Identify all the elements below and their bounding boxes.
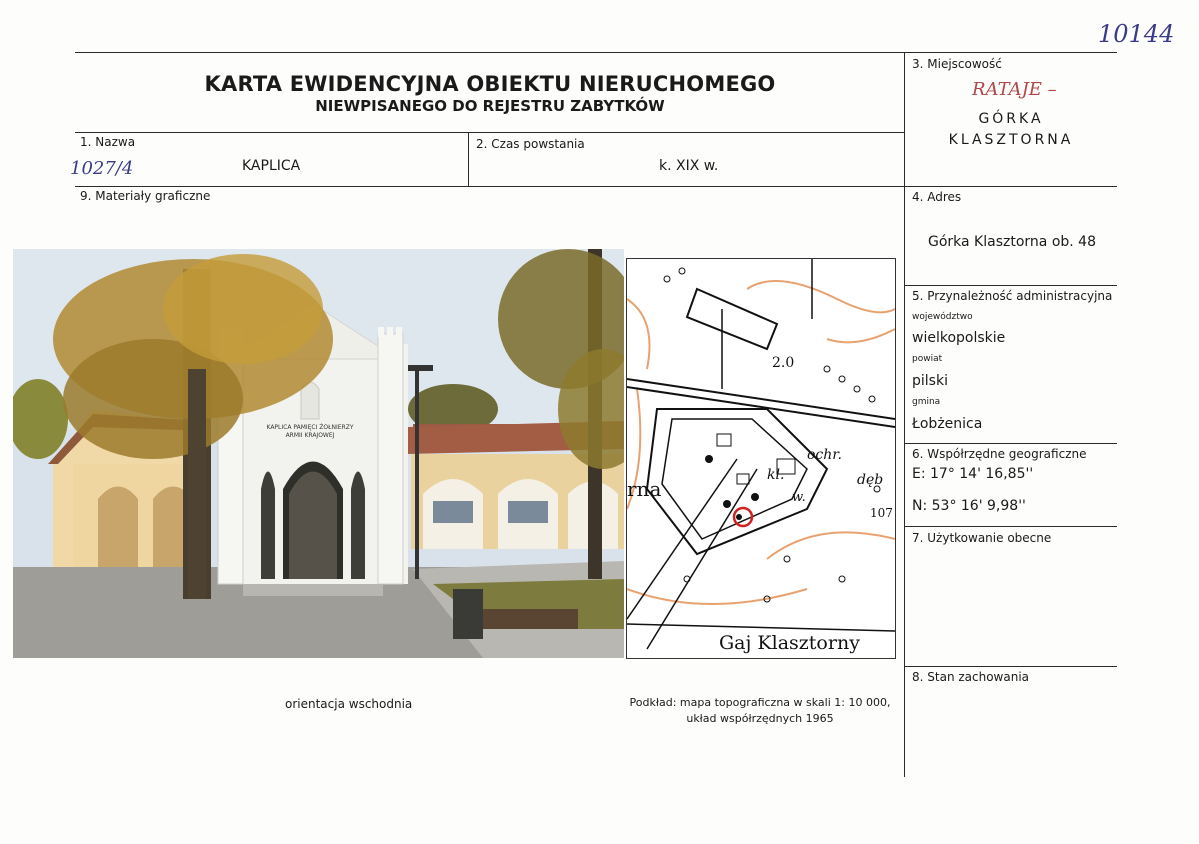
wspolrzedne-e: E: 17° 14' 16,85''	[912, 466, 1034, 482]
chapel-photo	[13, 249, 624, 658]
miejscowosc-handwritten: RATAJE –	[972, 79, 1057, 100]
topographic-map	[626, 258, 896, 659]
map-caption-2: układ współrzędnych 1965	[686, 712, 834, 725]
gmina-value: Łobżenica	[912, 416, 983, 432]
przynaleznosc-label: 5. Przynależność administracyjna	[912, 289, 1113, 303]
photo-caption: orientacja wschodnia	[285, 697, 413, 711]
miejscowosc-value-1: GÓRKA	[978, 111, 1044, 127]
miejscowosc-value-2: KLASZTORNA	[948, 132, 1074, 148]
materialy-label: 9. Materiały graficzne	[80, 189, 211, 203]
nazwa-value: KAPLICA	[242, 158, 301, 174]
rule-below-title	[75, 132, 905, 133]
rule-adres-bottom	[905, 285, 1117, 286]
map-label-w: w.	[792, 490, 806, 505]
rule-uzytkowanie-bottom	[905, 666, 1117, 667]
wojewodztwo-label: województwo	[912, 312, 973, 322]
stan-label: 8. Stan zachowania	[912, 670, 1030, 684]
map-label-rna: rna	[627, 477, 662, 501]
gmina-label: gmina	[912, 397, 941, 407]
wojewodztwo-value: wielkopolskie	[912, 330, 1006, 346]
wspolrzedne-label: 6. Współrzędne geograficzne	[912, 447, 1087, 461]
plaque-text-2: ARMII KRAJOWEJ	[285, 432, 335, 439]
card-title: KARTA EWIDENCYJNA OBIEKTU NIERUCHOMEGO	[204, 72, 776, 96]
card-subtitle: NIEWPISANEGO DO REJESTRU ZABYTKÓW	[315, 97, 665, 115]
adres-value: Górka Klasztorna ob. 48	[928, 234, 1096, 250]
uzytkowanie-label: 7. Użytkowanie obecne	[912, 531, 1052, 545]
powiat-value: pilski	[912, 373, 948, 389]
czas-value: k. XIX w.	[659, 158, 719, 174]
adres-label: 4. Adres	[912, 190, 962, 204]
rule-wspolrzedne-bottom	[905, 526, 1117, 527]
nazwa-label: 1. Nazwa	[80, 135, 136, 149]
handwritten-inventory-number: 10144	[1098, 20, 1175, 48]
map-label-kl: kl.	[767, 467, 785, 483]
map-label-ochr: ochr.	[807, 447, 842, 463]
rule-below-name	[75, 186, 1117, 187]
map-caption-1: Podkład: mapa topograficzna w skali 1: 10 000,	[629, 696, 891, 709]
map-label-107: 107	[870, 506, 893, 520]
czas-label: 2. Czas powstania	[476, 137, 585, 151]
rule-top	[75, 52, 1117, 53]
handwritten-code: 1027/4	[70, 158, 134, 179]
map-label-gaj: Gaj Klasztorny	[719, 632, 860, 654]
col-divider-main	[904, 52, 905, 777]
miejscowosc-label: 3. Miejscowość	[912, 57, 1002, 71]
rule-przynaleznosc-bottom	[905, 443, 1117, 444]
map-label-20: 2.0	[772, 355, 795, 371]
map-label-deb: dęb	[857, 472, 884, 488]
wspolrzedne-n: N: 53° 16' 9,98''	[912, 498, 1026, 514]
plaque-text-1: KAPLICA PAMIĘCI ŻOŁNIERZY	[266, 424, 354, 431]
col-divider-name	[468, 132, 469, 187]
powiat-label: powiat	[912, 354, 943, 364]
